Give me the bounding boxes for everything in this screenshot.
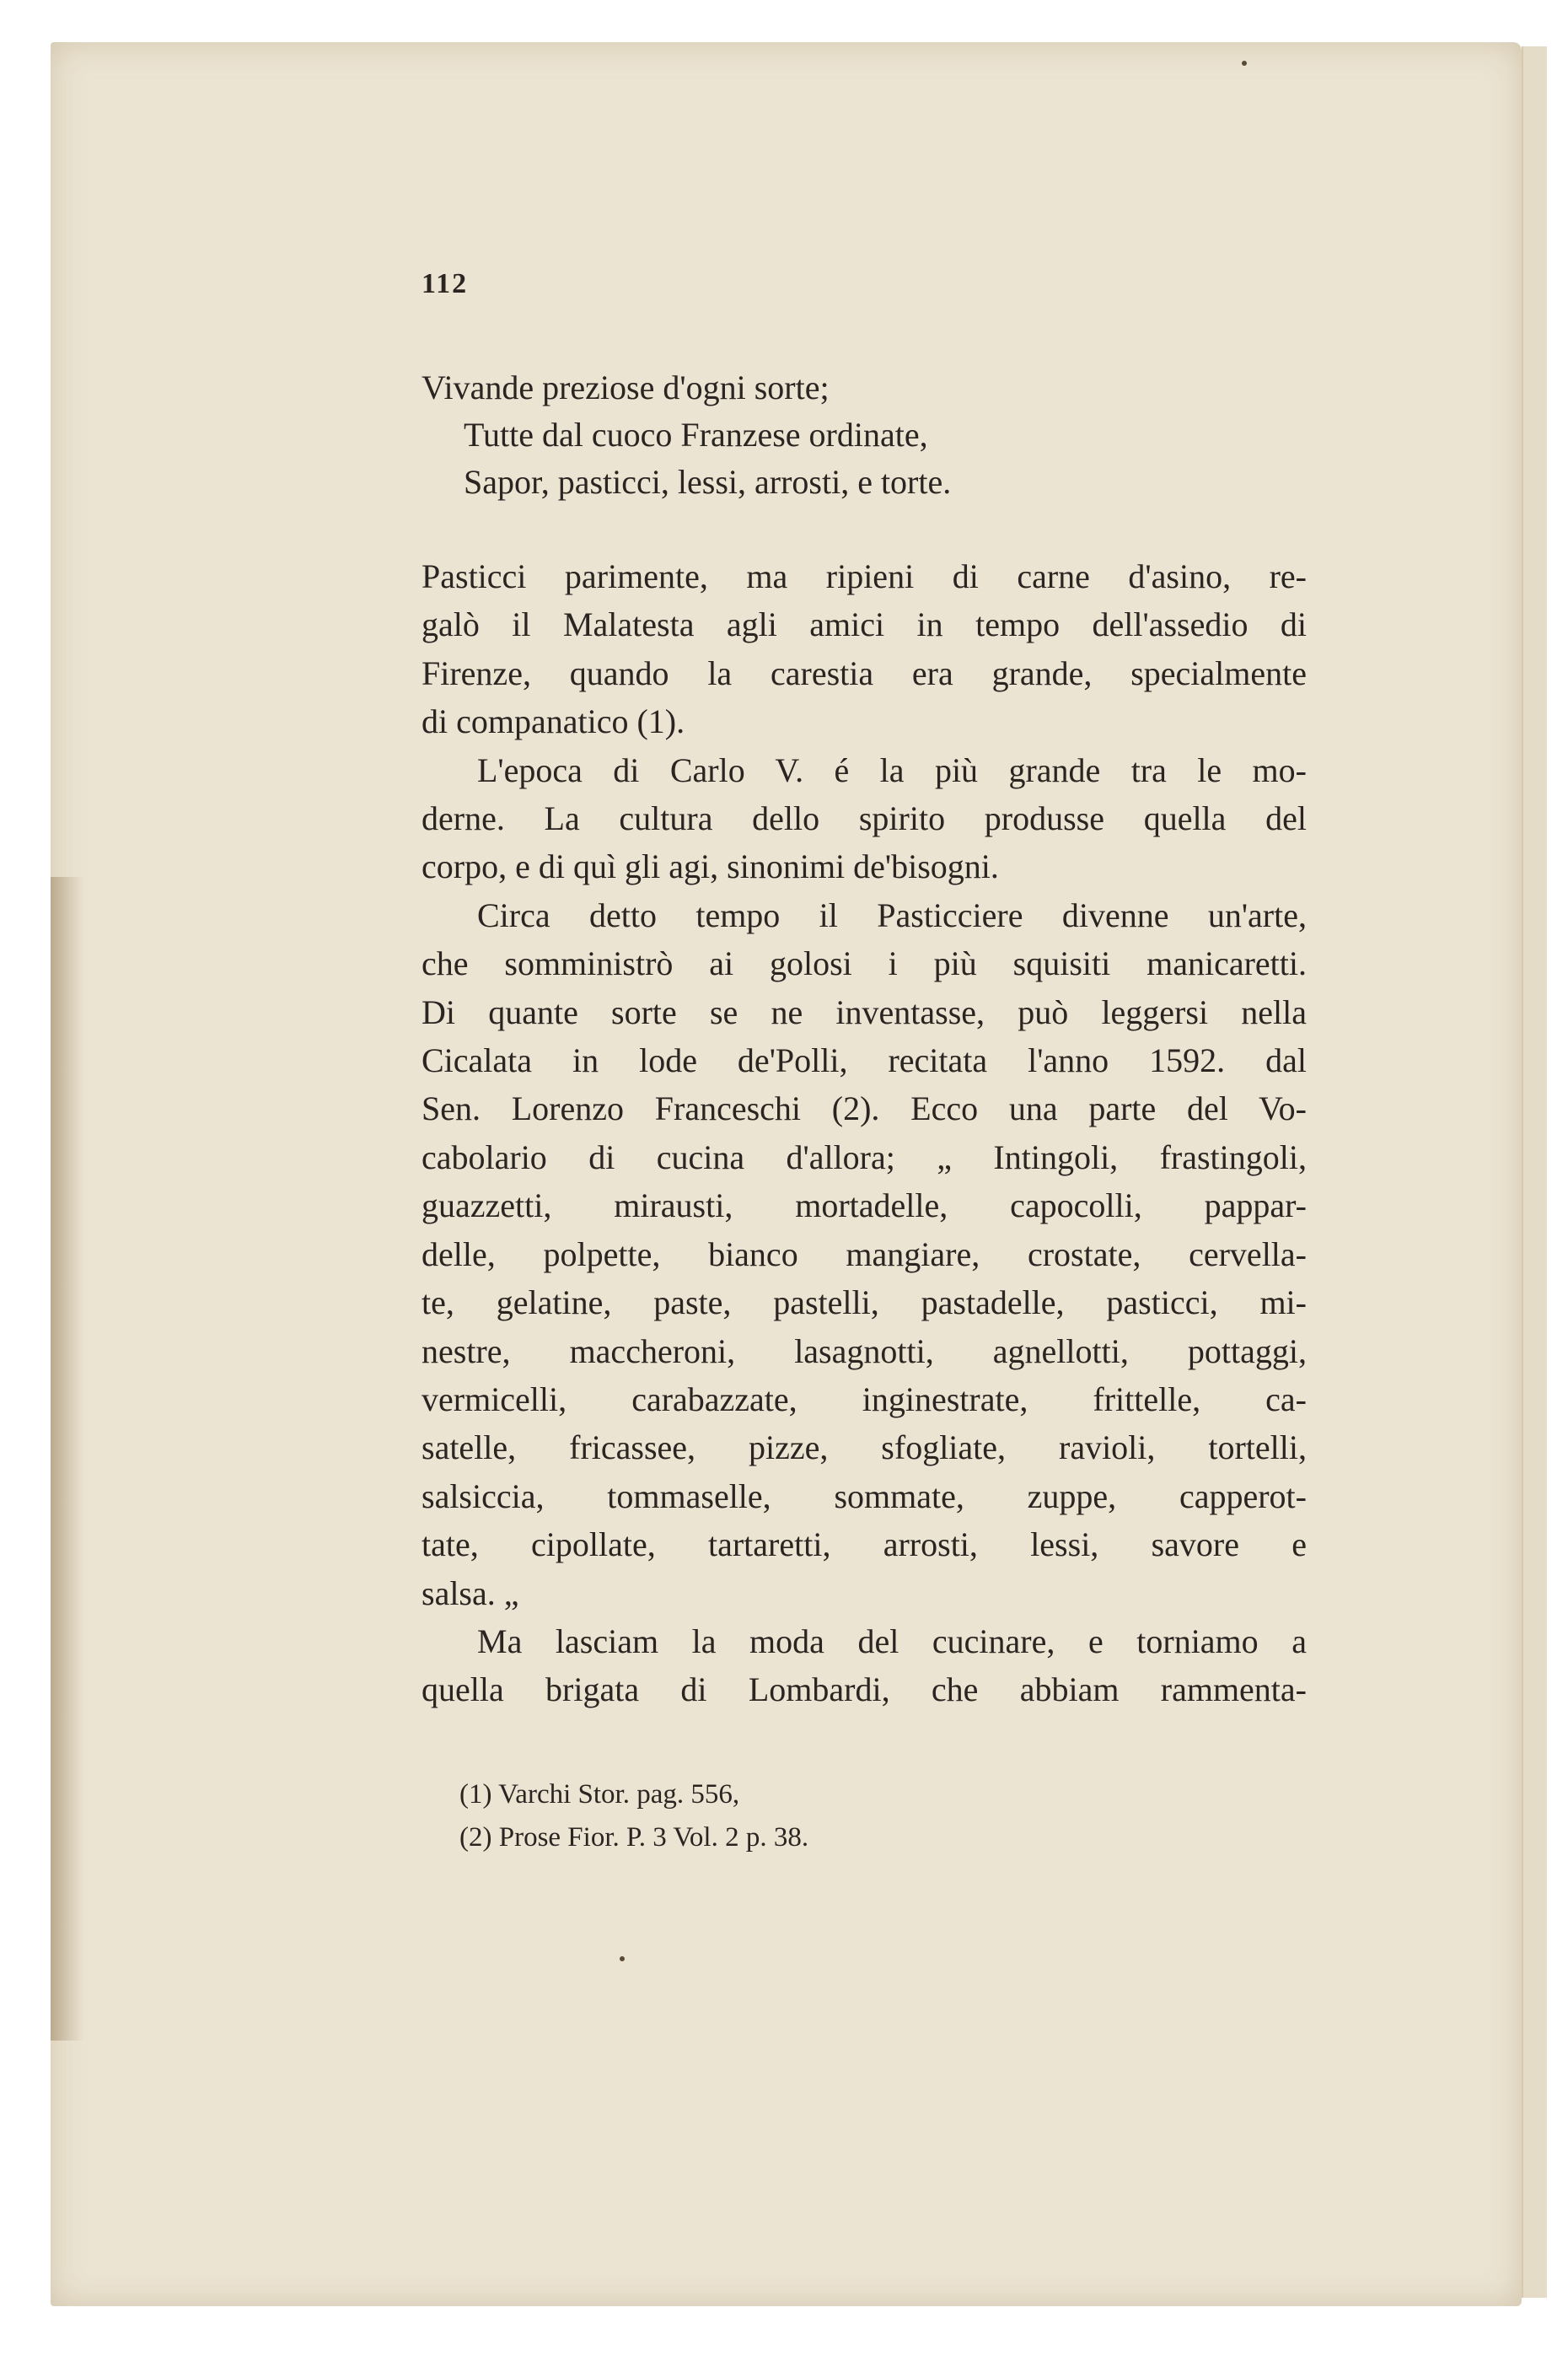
paragraph	[422, 746, 1307, 891]
page-edge	[1522, 46, 1547, 2298]
text-line: galò il Malatesta agli amici in tempo dell'assedio di	[422, 605, 1307, 644]
footnote: (2) Prose Fior. P. 3 Vol. 2 p. 38.	[459, 1822, 809, 1853]
text-line: Sen. Lorenzo Franceschi (2). Ecco una parte del Vo-	[422, 1089, 1307, 1128]
text-line: Cicalata in lode de'Polli, recitata l'anno 1592. dal	[422, 1041, 1307, 1080]
verse-line: Tutte dal cuoco Franzese ordinate,	[464, 416, 928, 454]
text-line: guazzetti, mirausti, mortadelle, capocolli, pappar-	[422, 1186, 1307, 1225]
text-line: Circa detto tempo il Pasticciere divenne un'arte,	[477, 895, 1307, 934]
text-line: salsiccia, tommaselle, sommate, zuppe, capperot-	[422, 1476, 1307, 1515]
text-line: di companatico (1).	[422, 702, 685, 741]
text-line: derne. La cultura dello spirito produsse quella del	[422, 799, 1307, 838]
verse-line: Sapor, pasticci, lessi, arrosti, e torte.	[464, 463, 952, 501]
text-line: te, gelatine, paste, pastelli, pastadelle, pasticci, mi-	[422, 1283, 1307, 1322]
text-line: salsa. „	[422, 1573, 519, 1612]
body-text	[422, 552, 1307, 1714]
binding-shadow	[51, 877, 84, 2041]
footnote: (1) Varchi Stor. pag. 556,	[459, 1779, 740, 1810]
text-line: che somministrò ai golosi i più squisiti manicaretti.	[422, 944, 1307, 983]
paper-speck	[1242, 61, 1247, 66]
text-line: quella brigata di Lombardi, che abbiam rammenta-	[422, 1670, 1307, 1709]
text-line: Di quante sorte se ne inventasse, può leggersi nella	[422, 992, 1307, 1031]
text-line: delle, polpette, bianco mangiare, crostate, cervella-	[422, 1234, 1307, 1273]
text-line: nestre, maccheroni, lasagnotti, agnellotti, pottaggi,	[422, 1331, 1307, 1370]
text-line: vermicelli, carabazzate, inginestrate, frittelle, ca-	[422, 1379, 1307, 1418]
paragraph	[422, 891, 1307, 1617]
text-line: satelle, fricassee, pizze, sfogliate, ravioli, tortelli,	[422, 1428, 1307, 1467]
paragraph	[422, 552, 1307, 746]
text-line: Ma lasciam la moda del cucinare, e torniamo a	[477, 1622, 1307, 1660]
paragraph	[422, 1617, 1307, 1714]
paper-speck	[620, 1956, 625, 1961]
text-line: L'epoca di Carlo V. é la più grande tra le mo-	[477, 750, 1307, 789]
verse-line: Vivande preziose d'ogni sorte;	[422, 368, 830, 406]
text-line: Firenze, quando la carestia era grande, specialmente	[422, 653, 1307, 692]
text-line: corpo, e di quì gli agi, sinonimi de'bisogni.	[422, 847, 999, 886]
text-line: tate, cipollate, tartaretti, arrosti, lessi, savore e	[422, 1525, 1307, 1564]
text-line: Pasticci parimente, ma ripieni di carne d'asino, re-	[422, 557, 1307, 595]
footnotes	[459, 1773, 808, 1859]
page-number: 112	[422, 268, 469, 299]
verse-block	[422, 364, 1391, 506]
text-line: cabolario di cucina d'allora; „ Intingoli, frastingoli,	[422, 1137, 1307, 1176]
